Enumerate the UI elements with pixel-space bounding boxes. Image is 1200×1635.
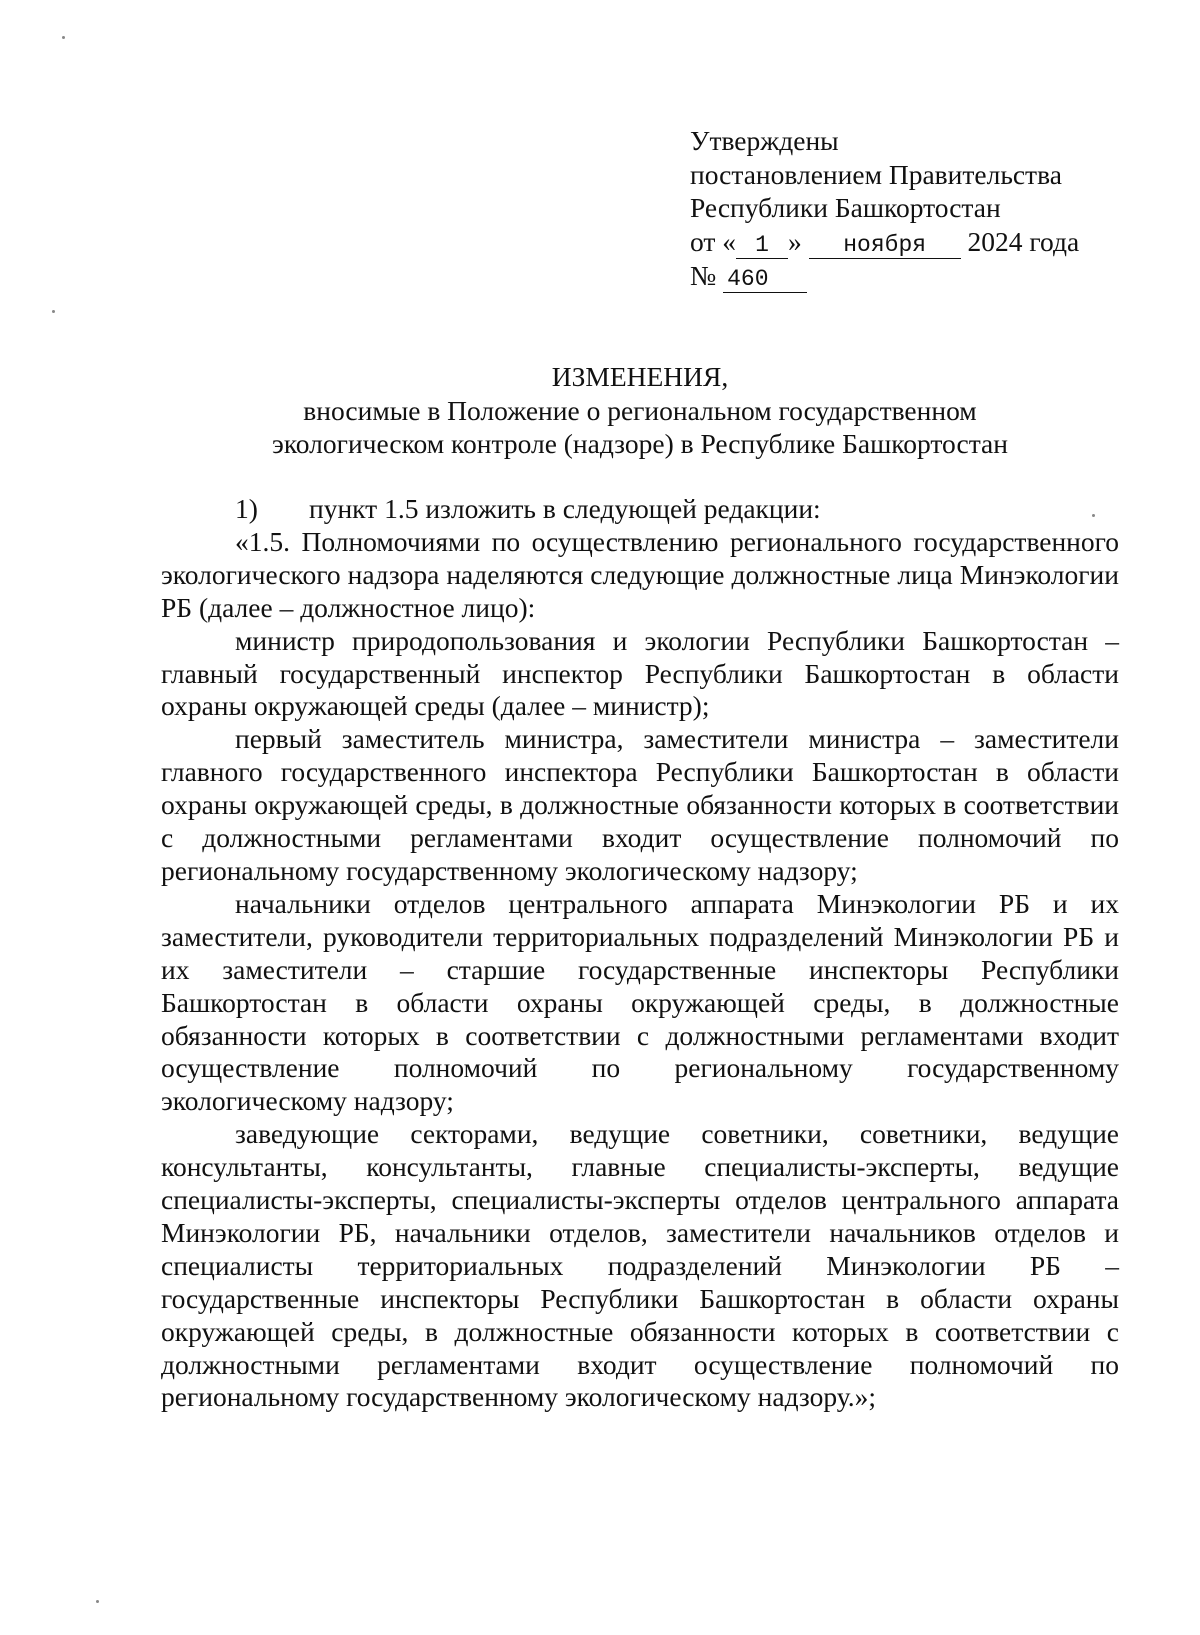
date-month-field: ноября (809, 232, 961, 259)
item-number: 1) (235, 493, 258, 524)
date-suffix: 2024 года (967, 225, 1080, 257)
scan-speck (1092, 514, 1095, 517)
approval-line-2: постановлением Правительства (690, 158, 1062, 190)
approval-block (690, 124, 1140, 293)
approval-line-3: Республики Башкортостан (690, 192, 1001, 223)
scan-speck (96, 1600, 99, 1603)
body-paragraph: заведующие секторами, ведущие советники, советники, ведущие консультанты, консультанты, главные специалисты-эксперты, ведущие специалисты-эксперты, специалисты-эксперты отделов центрального аппарата Минэкологии РБ, начальники отделов, заместители начальников отделов и специалисты территориальных подразделений Минэкологии РБ – государственные инспекторы Республики Башкортостан в области охраны окружающей среды, в должностные обязанности которых в соответствии с должностными регламентами входит осуществление полномочий по региональному государственному экологическому надзору.»; (161, 1118, 1119, 1413)
body-paragraph: начальники отделов центрального аппарата Минэкологии РБ и их заместители, руководители территориальных подразделений Минэкологии РБ и их заместители – старшие государственные инспекторы Республики Башкортостан в области охраны окружающей среды, в должностные обязанности которых в соответствии с должностными регламентами входит осуществление полномочий по региональному государственному экологическому надзору; (161, 887, 1119, 1117)
approval-number-line (690, 259, 1140, 293)
scan-speck (62, 36, 65, 39)
scan-speck (52, 310, 55, 313)
document-body (161, 493, 1119, 1414)
title-line-2: вносимые в Положение о региональном государственном (303, 394, 977, 426)
body-paragraph: «1.5. Полномочиями по осуществлению регионального государственного экологического надзора наделяются следующие должностные лица Минэкологии РБ (далее – должностное лицо): (161, 525, 1119, 623)
amendment-item-1 (161, 493, 1119, 526)
body-paragraph: министр природопользования и экологии Республики Башкортостан – главный государственный инспектор Республики Башкортостан в области охраны окружающей среды (далее – министр); (161, 624, 1119, 722)
item-text: пункт 1.5 изложить в следующей редакции: (309, 493, 821, 524)
title-heading: ИЗМЕНЕНИЯ, (551, 361, 729, 392)
date-prefix: от « (690, 225, 737, 257)
number-prefix: № (690, 259, 717, 291)
approval-line-1: Утверждены (690, 125, 839, 156)
date-mid: » (788, 225, 802, 257)
document-title (160, 360, 1120, 461)
body-paragraph: первый заместитель министра, заместители министра – заместители главного государственного инспектора Республики Башкортостан в области охраны окружающей среды, в должностные обязанности которых в соответствии с должностными регламентами входит осуществление полномочий по региональному государственному экологическому надзору; (161, 723, 1119, 886)
title-line-3: экологическом контроле (надзоре) в Республике Башкортостан (272, 428, 1008, 459)
date-day-field: 1 (736, 232, 788, 259)
approval-date-line (690, 225, 1140, 259)
document-number-field: 460 (723, 266, 807, 293)
